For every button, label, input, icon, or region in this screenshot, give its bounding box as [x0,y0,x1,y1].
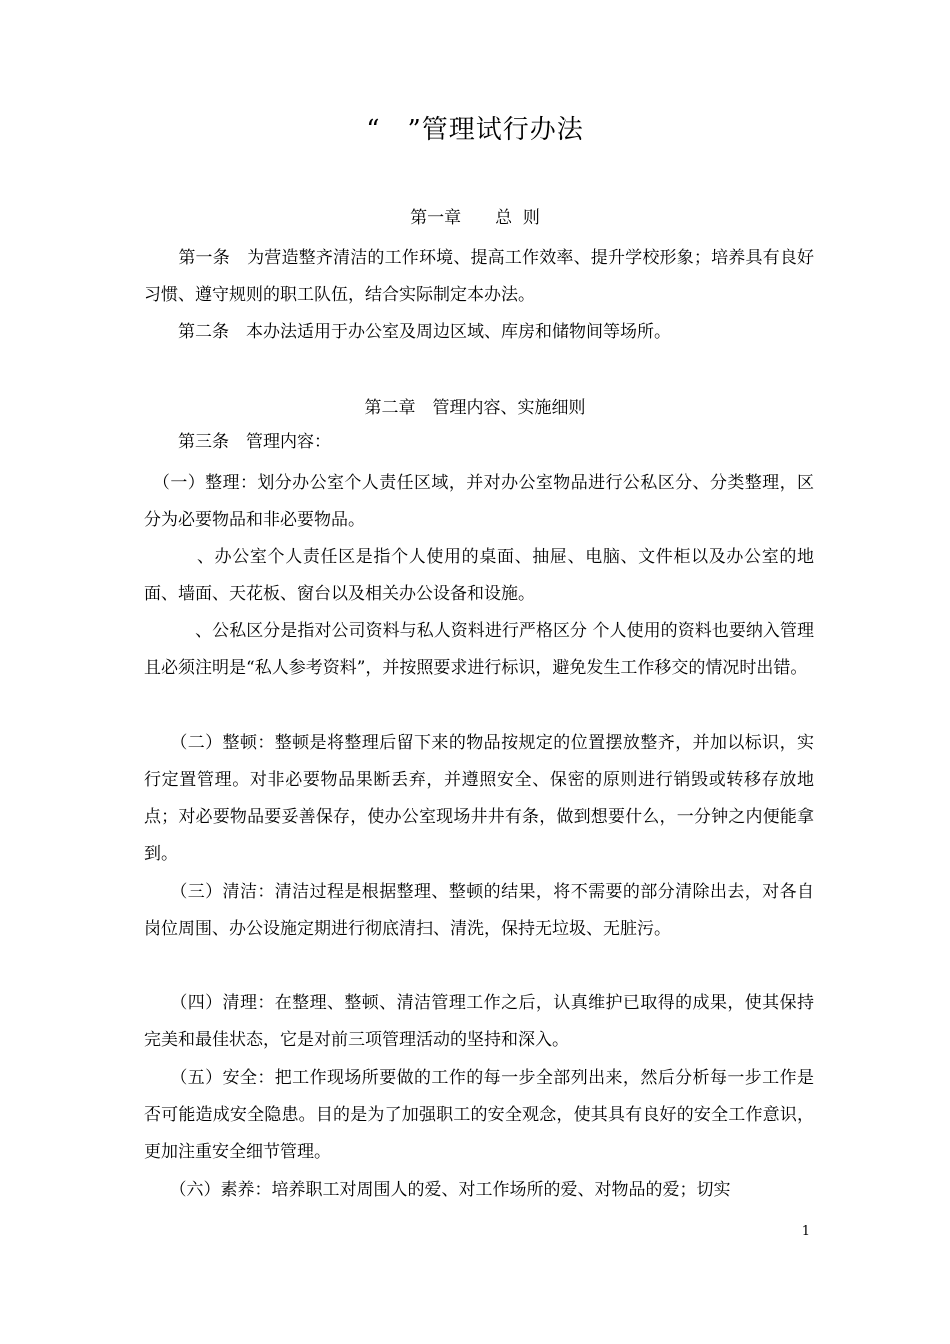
item-5-safety: （五）安全：把工作现场所要做的工作的每一步全部列出来，然后分析每一步工作是否可能造成安全隐患。目的是为了加强职工的安全观念，使其具有良好的安全工作意识，更加注重安全细节管理。 [144,1068,814,1162]
page-number: 1 [801,1224,810,1239]
item-1-sub-2: 、公私区分是指对公司资料与私人资料进行严格区分 个人使用的资料也要纳入管理 且必须注明是“私人参考资料”，并按照要求进行标识，避免发生工作移交的情况时出错。 [144,621,820,678]
item-3-clean: （三）清洁：清洁过程是根据整理、整顿的结果，将不需要的部分清除出去，对各自岗位周围、办公设施定期进行彻底清扫、清洗，保持无垃圾、无脏污。 [144,882,814,939]
article-1: 第一条 为营造整齐清洁的工作环境、提高工作效率、提升学校形象；培养具有良好习惯、遵守规则的职工队伍，结合实际制定本办法。 [144,248,814,305]
chapter-2-heading: 第二章 管理内容、实施细则 [364,398,586,418]
item-6-discipline: （六）素养：培养职工对周围人的爱、对工作场所的爱、对物品的爱；切实 [144,1180,731,1200]
chapter-1-heading: 第一章 总 则 [410,208,540,228]
article-2: 第二条 本办法适用于办公室及周边区域、库房和储物间等场所。 [144,322,671,342]
document-title: “ ”管理试行办法 [366,115,584,145]
item-4-tidy: （四）清理：在整理、整顿、清洁管理工作之后，认真维护已取得的成果，使其保持完美和最佳状态，它是对前三项管理活动的坚持和深入。 [144,993,814,1050]
item-2-arrange: （二）整顿：整顿是将整理后留下来的物品按规定的位置摆放整齐，并加以标识，实行定置管理。对非必要物品果断丢弃，并遵照安全、保密的原则进行销毁或转移存放地点；对必要物品要妥善保存，使办公室现场井井有条，做到想要什么，一分钟之内便能拿到。 [144,733,814,864]
item-1-sub-1: 、办公室个人责任区是指个人使用的桌面、抽屉、电脑、文件柜以及办公室的地面、墙面、天花板、窗台以及相关办公设备和设施。 [144,547,814,604]
article-3: 第三条 管理内容： [144,432,331,452]
item-1-organize: （一）整理：划分办公室个人责任区域，并对办公室物品进行公私区分、分类整理，区分为必要物品和非必要物品。 [144,473,814,530]
